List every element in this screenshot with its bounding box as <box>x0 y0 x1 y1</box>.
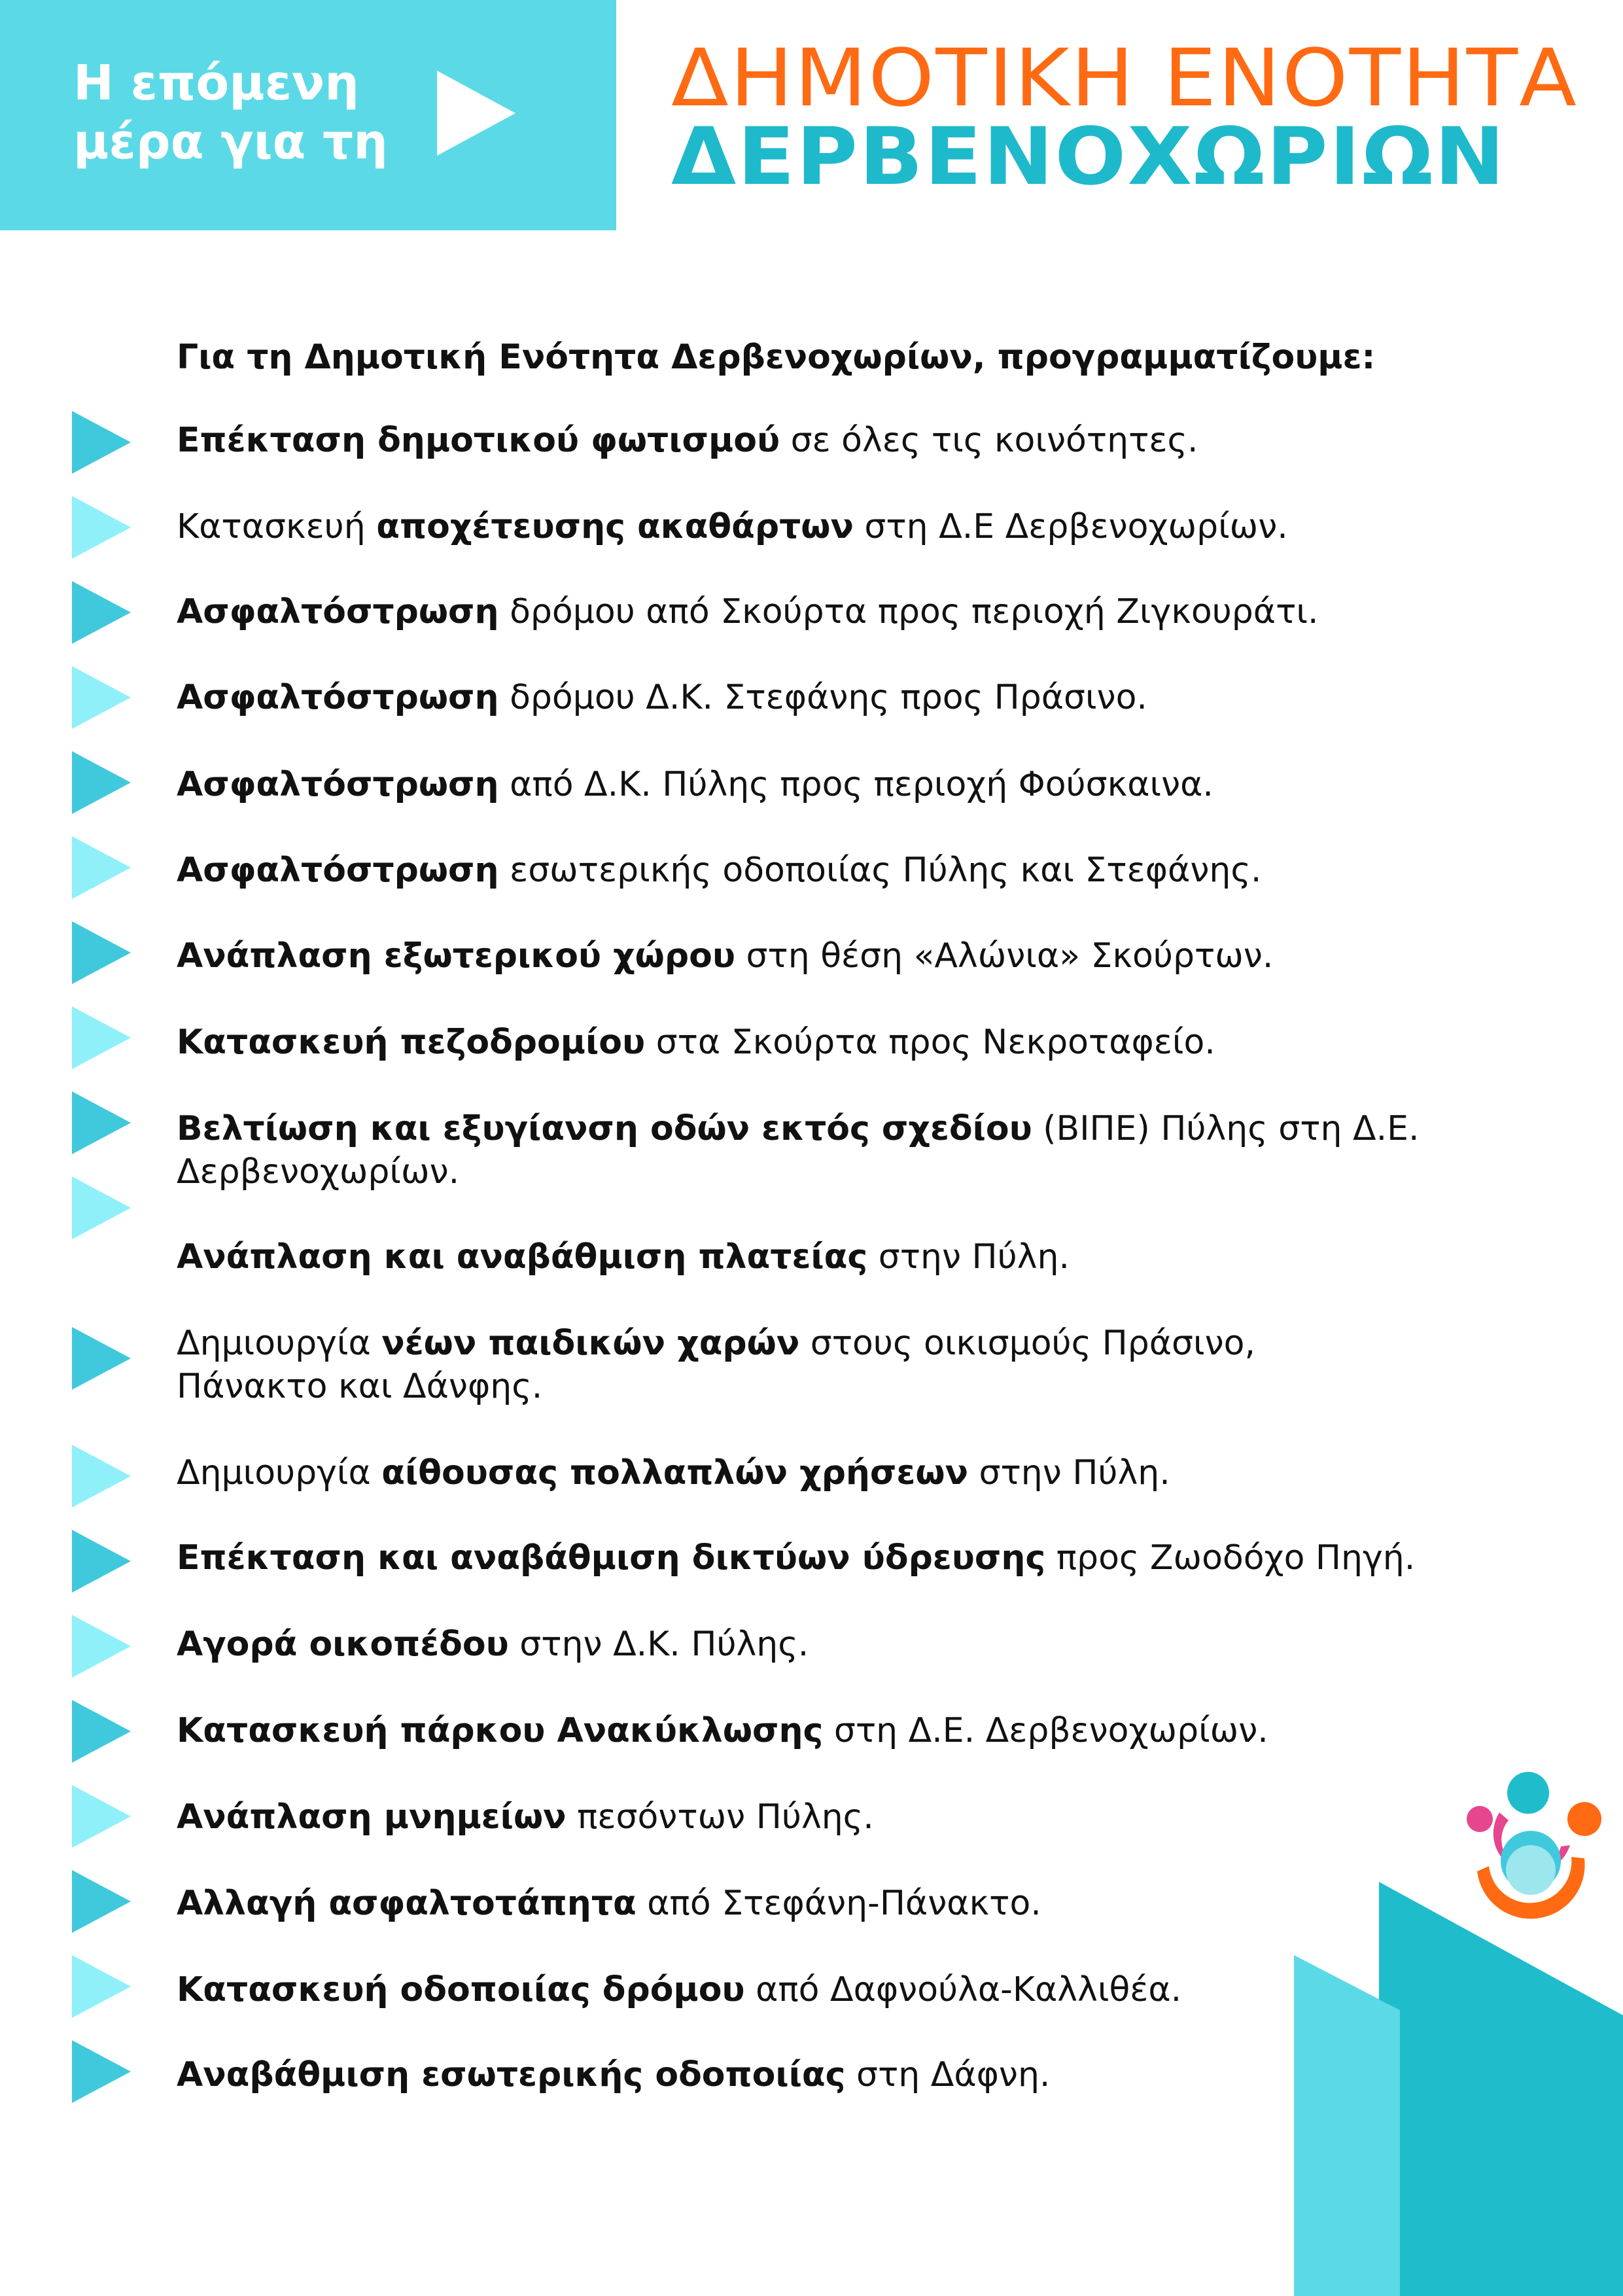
item-bold-text: αίθουσας πολλαπλών χρήσεων <box>381 1453 968 1492</box>
title-line-2: ΔΕΡΒΕΝΟΧΩΡΙΩΝ <box>671 111 1507 203</box>
triangle-bullet-icon <box>72 581 131 644</box>
item-rest-text: στη θέση «Αλώνια» Σκούρτων. <box>735 936 1274 976</box>
triangle-bullet-icon <box>72 1006 131 1069</box>
item-bold-text: Ασφαλτόστρωση <box>177 851 499 890</box>
item-bold-text: Κατασκευή πεζοδρομίου <box>177 1023 646 1062</box>
list-item <box>177 1623 1485 1666</box>
play-arrow-icon <box>437 71 515 156</box>
item-bold-text: Ανάπλαση μνημείων <box>177 1797 567 1837</box>
list-item <box>177 676 1485 719</box>
item-bold-text: Αναβάθμιση εσωτερικής οδοποιίας <box>177 2055 846 2094</box>
logo-icon <box>1467 1772 1601 1919</box>
triangle-bullet-icon <box>72 666 131 729</box>
item-bold-text: νέων παιδικών χαρών <box>381 1324 800 1363</box>
item-rest-text: στους οικισμούς Πράσινο, Πάνακτο και Δάνφης. <box>177 1324 1255 1406</box>
header-banner <box>0 0 616 230</box>
item-rest-text: δρόμου Δ.Κ. Στεφάνης προς Πράσινο. <box>498 678 1147 717</box>
triangle-bullet-icon <box>72 1870 131 1933</box>
triangle-bullet-icon <box>72 751 131 814</box>
list-item <box>177 1235 1485 1279</box>
item-bold-text: Βελτίωση και εξυγίανση οδών εκτός σχεδίου <box>177 1109 1032 1148</box>
list-item <box>177 763 1485 806</box>
item-bold-text: Ασφαλτόστρωση <box>177 678 499 717</box>
item-bold-text: Ασφαλτόστρωση <box>177 765 499 804</box>
item-prefix: Δημιουργία <box>177 1324 382 1363</box>
item-rest-text: εσωτερικής οδοποιίας Πύλης και Στεφάνης. <box>498 851 1262 890</box>
item-rest-text: στη Δ.Ε Δερβενοχωρίων. <box>853 507 1288 546</box>
triangle-bullet-icon <box>72 921 131 984</box>
triangle-bullet-icon <box>72 1700 131 1763</box>
item-prefix: Κατασκευή <box>177 507 377 546</box>
item-bold-text: Ανάπλαση εξωτερικού χώρου <box>177 936 735 976</box>
item-bold-text: Επέκταση και αναβάθμιση δικτύων ύδρευσης <box>177 1538 1046 1578</box>
list-item <box>177 1107 1485 1193</box>
item-bold-text: Αγορά οικοπέδου <box>177 1625 509 1664</box>
list-item <box>177 1322 1485 1408</box>
item-bold-text: Ασφαλτόστρωση <box>177 592 499 631</box>
triangle-bullet-icon <box>72 2040 131 2103</box>
item-rest-text: δρόμου από Σκούρτα προς περιοχή Ζιγκουράτι. <box>498 592 1319 631</box>
triangle-bullet-icon <box>72 1615 131 1678</box>
triangle-bullet-icon <box>72 496 131 559</box>
item-bold-text: αποχέτευσης ακαθάρτων <box>376 507 854 546</box>
list-item <box>177 1882 1485 1925</box>
item-rest-text: στην Δ.Κ. Πύλης. <box>508 1625 809 1664</box>
triangle-bullet-icon <box>72 1955 131 2018</box>
list-item <box>177 1795 1485 1839</box>
list-item <box>177 1536 1485 1580</box>
item-bold-text: Επέκταση δημοτικού φωτισμού <box>177 421 780 460</box>
item-rest-text: (ΒΙΠΕ) Πύλης στη Δ.Ε. Δερβενοχωρίων. <box>177 1109 1420 1192</box>
list-item <box>177 1968 1485 2011</box>
item-rest-text: στη Δάφνη. <box>845 2055 1051 2094</box>
item-rest-text: προς Ζωοδόχο Πηγή. <box>1045 1538 1416 1578</box>
triangle-bullet-icon <box>72 836 131 899</box>
item-rest-text: στην Πύλη. <box>968 1453 1170 1492</box>
list-item <box>177 1709 1485 1752</box>
list-item <box>177 2053 1485 2096</box>
list-item <box>177 505 1485 548</box>
item-bold-text: Αλλαγή ασφαλτοτάπητα <box>177 1884 637 1923</box>
triangle-bullet-icon <box>72 1785 131 1848</box>
page-title <box>671 32 1579 203</box>
triangle-bullet-icon <box>72 1327 131 1390</box>
item-rest-text: στα Σκούρτα προς Νεκροταφείο. <box>645 1023 1215 1062</box>
item-bold-text: Ανάπλαση και αναβάθμιση πλατείας <box>177 1237 868 1277</box>
triangle-bullet-icon <box>72 411 131 474</box>
light-triangle-overlap-shape <box>1379 2000 1400 2296</box>
triangle-bullet-icon <box>72 1530 131 1593</box>
list-item <box>177 419 1485 462</box>
intro-heading: Για τη Δημοτική Ενότητα Δερβενοχωρίων, προγραμματίζουμε: <box>177 338 1376 377</box>
item-rest-text: σε όλες τις κοινότητες. <box>780 421 1198 460</box>
title-line-1: ΔΗΜΟΤΙΚΗ ΕΝΟΤΗΤΑ <box>671 32 1579 124</box>
item-rest-text: από Δαφνούλα-Καλλιθέα. <box>744 1970 1182 2009</box>
list-item <box>177 1451 1485 1494</box>
item-prefix: Δημιουργία <box>177 1453 382 1492</box>
triangle-bullet-icon <box>72 1091 131 1154</box>
list-item <box>177 1021 1485 1064</box>
list-item <box>177 849 1485 892</box>
item-bold-text: Κατασκευή οδοποιίας δρόμου <box>177 1970 745 2009</box>
triangle-bullet-icon <box>72 1176 131 1239</box>
item-rest-text: πεσόντων Πύλης. <box>566 1797 874 1837</box>
triangle-bullet-icon <box>72 1445 131 1508</box>
item-rest-text: στην Πύλη. <box>867 1237 1070 1277</box>
item-rest-text: από Στεφάνη-Πάνακτο. <box>636 1884 1041 1923</box>
item-rest-text: από Δ.Κ. Πύλης προς περιοχή Φούσκαινα. <box>498 765 1213 804</box>
item-rest-text: στη Δ.Ε. Δερβενοχωρίων. <box>823 1711 1268 1750</box>
item-bold-text: Κατασκευή πάρκου Ανακύκλωσης <box>177 1711 824 1750</box>
list-item <box>177 934 1485 978</box>
tagline: Η επόμενη μέρα για τη <box>73 55 388 170</box>
list-item <box>177 590 1485 633</box>
